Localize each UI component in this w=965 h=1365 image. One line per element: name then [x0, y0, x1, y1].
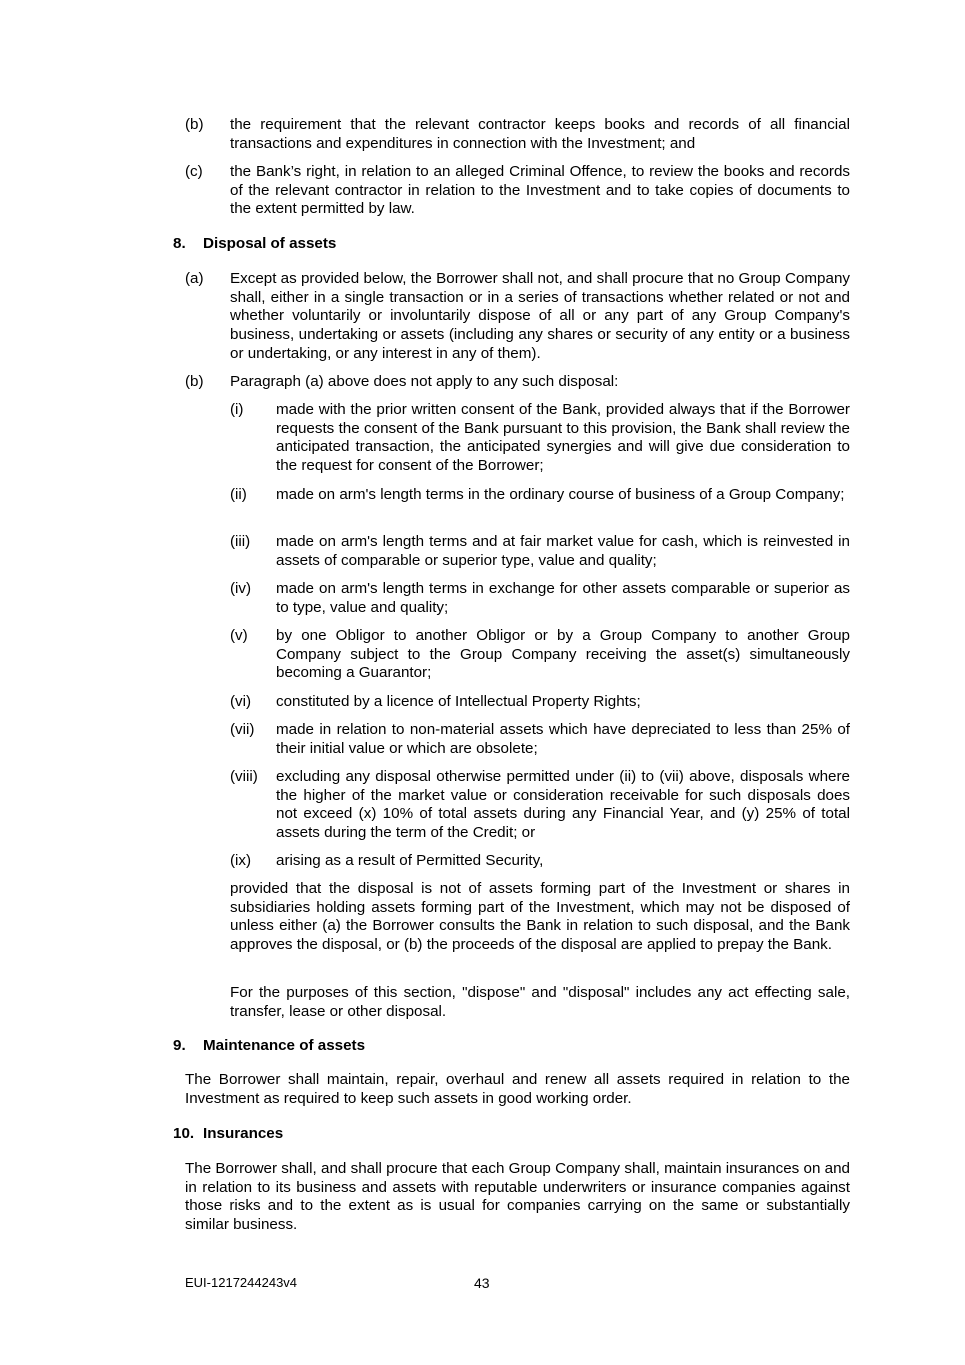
subitem-ii-text: made on arm's length terms in the ordinary course of business of a Group Company; [276, 486, 845, 503]
item-c-text: the Bank’s right, in relation to an alleged Criminal Offence, to review the books and records of the relevant contractor in relation to the Investment and to take copies of documents to the extent permitted by law. [230, 163, 850, 218]
section-8-a-text: Except as provided below, the Borrower shall not, and shall procure that no Group Company shall, either in a single transaction or in a series of transactions whether related or not and whether voluntarily or involuntarily dispose of all or any part of any Group Company's business, undertaking or assets (including any shares or security of any entity or a business or undertaking, or any interest in any of them). [230, 270, 850, 362]
subitem-vi-label: (vi) [230, 693, 252, 710]
item-c-label: (c) [185, 163, 203, 180]
subitem-iii-label: (iii) [230, 533, 251, 550]
section-8-number: 8. [173, 235, 186, 252]
subitem-v-label: (v) [230, 627, 248, 644]
section-8-b-label: (b) [185, 373, 204, 390]
subitem-i-text: made with the prior written consent of the Bank, provided always that if the Borrower requests the consent of the Bank pursuant to this provision, the Bank shall review the anticipated transaction, the anticipated synergies and will give due consideration to the request for consent of the Borrower; [276, 401, 850, 475]
subitem-vii-text: made in relation to non-material assets which have depreciated to less than 25% of their initial value or which are obsolete; [276, 721, 850, 757]
subitem-iii-text: made on arm's length terms and at fair market value for cash, which is reinvested in assets of comparable or superior type, value and quality; [276, 533, 850, 569]
subitem-viii-text: excluding any disposal otherwise permitted under (ii) to (vii) above, disposals where the higher of the market value or consideration receivable for such disposals does not exceed (x) 10% of total assets during any Financial Year, and (y) 25% of total assets during the term of the Credit; or [276, 768, 850, 842]
item-b-label: (b) [185, 116, 204, 133]
subitem-ix-text: arising as a result of Permitted Security, [276, 852, 544, 869]
section-10-text: The Borrower shall, and shall procure that each Group Company shall, maintain insurances on and in relation to its business and assets with reputable underwriters or insurance companies against those risks and to the extent as is usual for companies carrying on the same or substantially similar business. [185, 1160, 850, 1234]
footer-doc-ref: EUI-1217244243v4 [185, 1275, 298, 1290]
subitem-iv-label: (iv) [230, 580, 252, 597]
section-9-number: 9. [173, 1037, 186, 1054]
section-10-title: Insurances [203, 1125, 284, 1142]
footer-page-number: 43 [474, 1275, 490, 1291]
section-9-title: Maintenance of assets [203, 1037, 366, 1054]
section-9-text: The Borrower shall maintain, repair, overhaul and renew all assets required in relation to the Investment as required to keep such assets in good working order. [185, 1071, 850, 1107]
subitem-vii-label: (vii) [230, 721, 255, 738]
subitem-i-label: (i) [230, 401, 244, 418]
subitem-iv-text: made on arm's length terms in exchange for other assets comparable or superior as to type, value and quality; [276, 580, 850, 616]
section-8-proviso: provided that the disposal is not of assets forming part of the Investment or shares in subsidiaries holding assets forming part of the Investment, which may not be disposed of unless either (a) the Borrower consults the Bank in relation to such disposal, and the Bank approves the disposal, or (b) the proceeds of the disposal are applied to prepay the Bank. [230, 880, 850, 954]
section-8-b-text: Paragraph (a) above does not apply to any such disposal: [230, 373, 619, 390]
section-8-definition: For the purposes of this section, "dispose" and "disposal" includes any act effecting sale, transfer, lease or other disposal. [230, 984, 850, 1020]
subitem-vi-text: constituted by a licence of Intellectual Property Rights; [276, 693, 641, 710]
subitem-viii-label: (viii) [230, 768, 258, 785]
subitem-ii-label: (ii) [230, 486, 247, 503]
subitem-v-text: by one Obligor to another Obligor or by a Group Company to another Group Company subject to the Group Company receiving the asset(s) simultaneously becoming a Guarantor; [276, 627, 850, 682]
section-10-number: 10. [173, 1125, 195, 1142]
item-b-text: the requirement that the relevant contractor keeps books and records of all financial transactions and expenditures in connection with the Investment; and [230, 116, 850, 152]
section-8-a-label: (a) [185, 270, 204, 287]
subitem-ix-label: (ix) [230, 852, 252, 869]
section-8-title: Disposal of assets [203, 235, 337, 252]
